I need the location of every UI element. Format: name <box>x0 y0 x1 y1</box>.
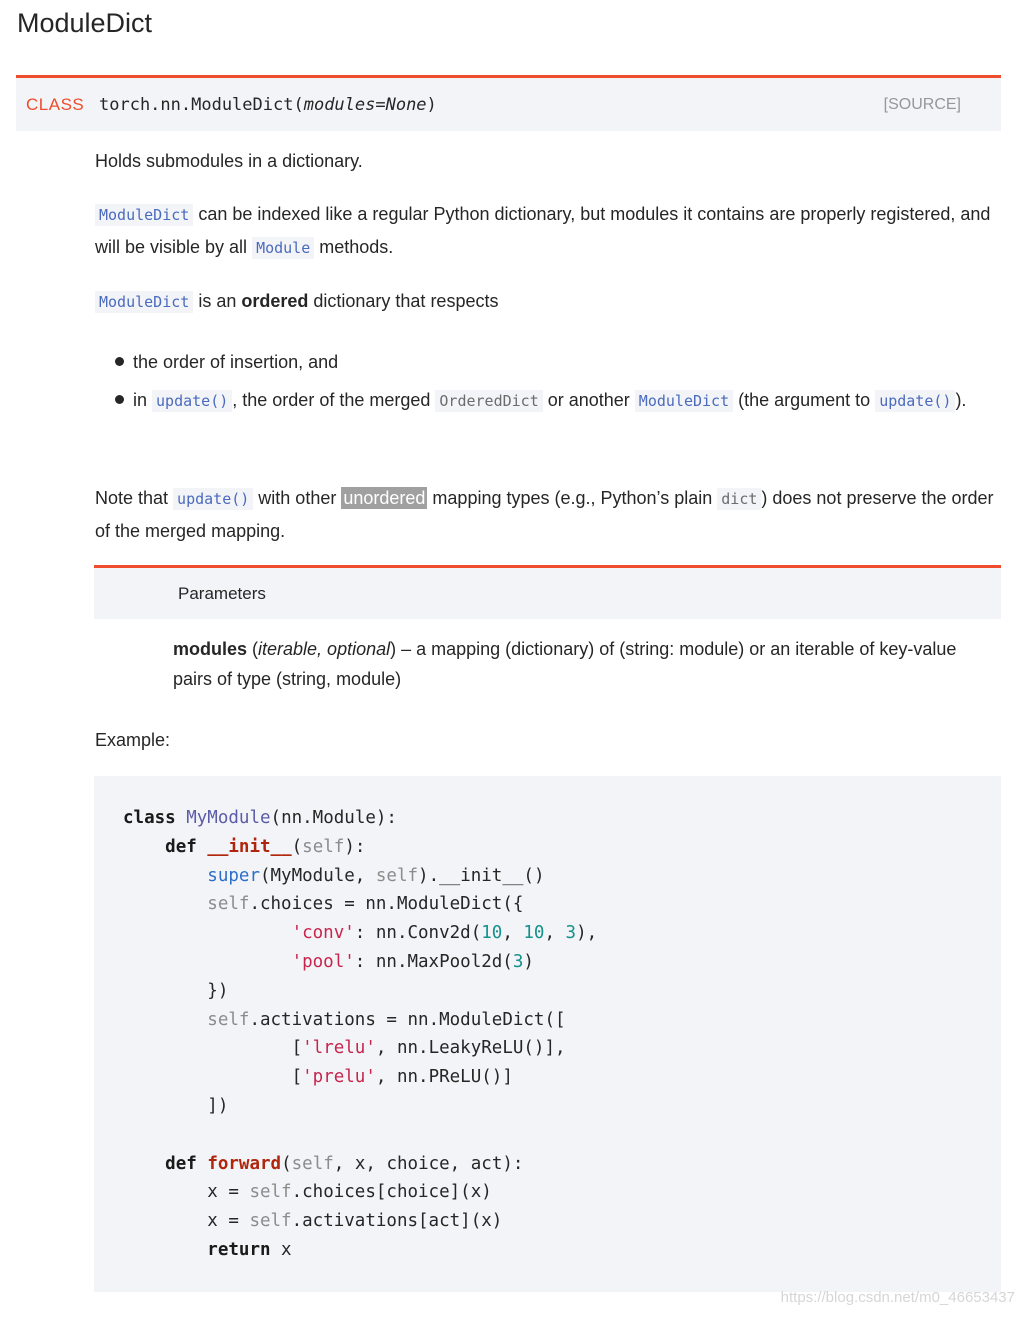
close-paren: ) <box>426 95 437 115</box>
param-type: iterable, optional <box>258 639 391 659</box>
p2-text2: methods. <box>314 237 394 257</box>
code-example <box>94 776 1001 1292</box>
list-item <box>113 381 993 420</box>
parameter-description <box>173 634 983 694</box>
ordering-list <box>113 343 993 420</box>
moduledict-link-3[interactable]: ModuleDict <box>635 390 733 412</box>
p2-text1: can be indexed like a regular Python dictionary, but modules it contains are properly registered, and will be visible by all <box>95 204 991 257</box>
param-type-open: ( <box>247 639 259 659</box>
class-param: modules=None <box>303 95 427 115</box>
class-label: CLASS <box>26 95 85 114</box>
note-text4: ) does not preserve the order of the merged mapping. <box>95 488 994 541</box>
class-signature <box>16 75 1001 131</box>
param-name: modules <box>173 639 248 659</box>
moduledict-link-2[interactable]: ModuleDict <box>95 291 193 313</box>
parameters-label: Parameters <box>178 584 266 603</box>
dict-code: dict <box>717 488 761 510</box>
p3-bold: ordered <box>241 291 309 311</box>
b2-text3: or another <box>542 390 635 410</box>
param-desc: – a mapping (dictionary) of (string: module) or an iterable of key-value pairs of type (string, module) <box>173 639 957 689</box>
description-paragraph-1: Holds submodules in a dictionary. <box>95 151 363 171</box>
ordereddict-code: OrderedDict <box>435 390 542 412</box>
note-paragraph <box>95 482 995 547</box>
update-link[interactable]: update() <box>152 390 232 412</box>
description-paragraph-2 <box>95 198 995 264</box>
module-link[interactable]: Module <box>252 237 314 259</box>
update-link-3[interactable]: update() <box>173 488 253 510</box>
open-paren: ( <box>293 95 304 115</box>
param-type-close: ) <box>390 639 397 659</box>
watermark: https://blog.csdn.net/m0_46653437 <box>780 1289 1015 1306</box>
note-text1: Note that <box>95 488 174 508</box>
b2-text4: (the argument to <box>733 390 876 410</box>
moduledict-link[interactable]: ModuleDict <box>95 204 193 226</box>
b2-text1: in <box>133 390 153 410</box>
p3-text2: dictionary that respects <box>308 291 499 311</box>
p3-text1: is an <box>193 291 242 311</box>
example-label: Example: <box>95 730 171 750</box>
class-name: torch.nn.ModuleDict <box>99 95 294 115</box>
b2-text5: ). <box>955 390 967 410</box>
source-link[interactable]: [SOURCE] <box>883 96 961 113</box>
highlighted-word: unordered <box>343 488 426 508</box>
list-item: the order of insertion, and <box>113 343 993 381</box>
b2-text2: , the order of the merged <box>232 390 436 410</box>
note-text3: mapping types (e.g., Python’s plain <box>427 488 718 508</box>
update-link-2[interactable]: update() <box>875 390 955 412</box>
description-paragraph-3 <box>95 285 995 318</box>
parameters-header <box>94 565 1001 619</box>
class-signature-text <box>99 95 437 115</box>
code-block: class MyModule(nn.Module): def __init__(self): super(MyModule, self).__init__() self.choices = nn.ModuleDict({ 'conv': nn.Conv2d(10, 10, 3), 'pool': nn.MaxPool2d(3) }) self.activations = nn.ModuleDict([ ['lrelu', nn.LeakyReLU()], ['prelu', nn.PReLU()] ]) def forward(self, x, choice, act): x = self.choices[choice](x) x = self.activations[act](x) return x <box>123 808 598 1260</box>
page-title: ModuleDict <box>17 8 153 38</box>
note-text2: with other <box>253 488 342 508</box>
